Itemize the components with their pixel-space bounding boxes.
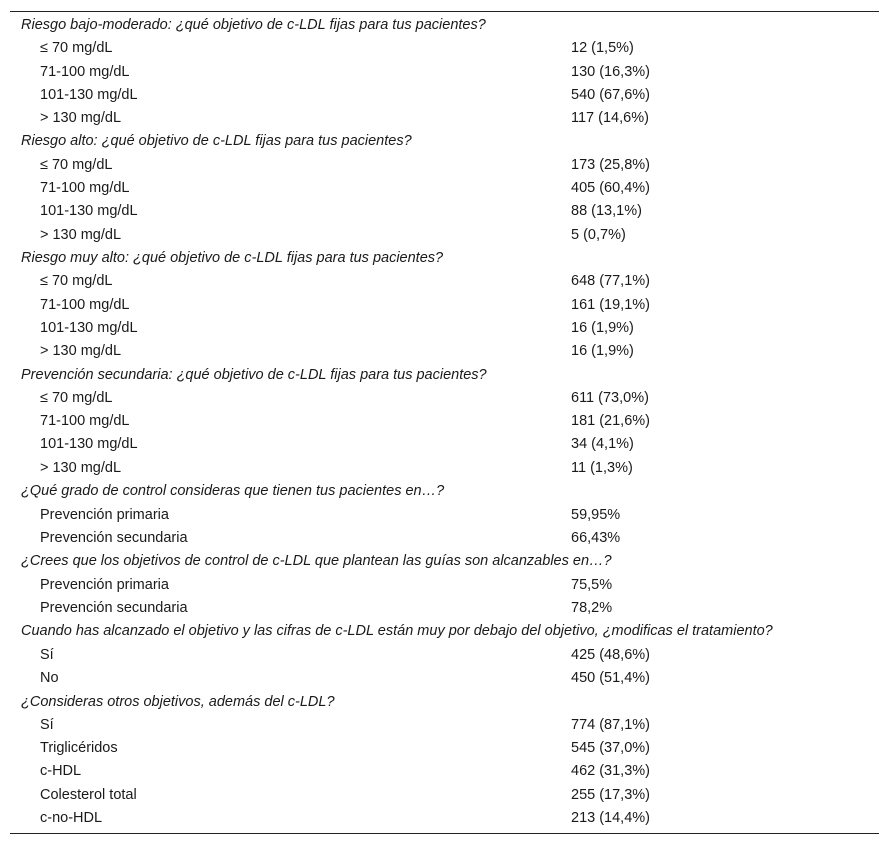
table-row: [10, 316, 879, 339]
answer-value: 774 (87,1%): [571, 717, 650, 734]
answer-label: 101-130 mg/dL: [40, 86, 138, 103]
table-row: [10, 153, 879, 176]
answer-label: c-HDL: [40, 763, 82, 780]
table-row: [10, 223, 879, 246]
answer-value: 59,95%: [571, 506, 621, 523]
table-row: [10, 783, 879, 806]
table-row: [10, 456, 879, 479]
table-row: [10, 410, 879, 433]
answer-label: 71-100 mg/dL: [40, 63, 130, 80]
answer-value: 450 (51,4%): [571, 670, 650, 687]
answer-value: 78,2%: [571, 599, 613, 616]
answer-value: 648 (77,1%): [571, 273, 650, 290]
answer-value: 117 (14,6%): [571, 109, 649, 126]
answer-value: 405 (60,4%): [571, 180, 650, 197]
section-question: [10, 13, 879, 37]
answer-label: > 130 mg/dL: [40, 459, 122, 476]
answer-label: ≤ 70 mg/dL: [40, 390, 113, 407]
table-row: [10, 106, 879, 129]
answer-value: 75,5%: [571, 576, 613, 593]
question-text: ¿Qué grado de control consideras que tienen tus pacientes en…?: [21, 483, 445, 500]
table-row: [10, 60, 879, 83]
answer-label: > 130 mg/dL: [40, 226, 122, 243]
table-row: [10, 83, 879, 106]
answer-value: 12 (1,5%): [571, 40, 634, 57]
question-text: Riesgo alto: ¿qué objetivo de c-LDL fijas para tus pacientes?: [21, 133, 412, 150]
answer-label: ≤ 70 mg/dL: [40, 156, 113, 173]
survey-table: [10, 11, 879, 834]
question-text: Riesgo bajo-moderado: ¿qué objetivo de c-LDL fijas para tus pacientes?: [21, 16, 486, 33]
table-row: [10, 643, 879, 666]
answer-label: c-no-HDL: [40, 809, 103, 826]
section-question: [10, 549, 879, 573]
answer-value: 88 (13,1%): [571, 203, 642, 220]
answer-value: 213 (14,4%): [571, 809, 650, 826]
table-row: [10, 667, 879, 690]
answer-label: ≤ 70 mg/dL: [40, 273, 113, 290]
table-row: [10, 526, 879, 549]
answer-label: 71-100 mg/dL: [40, 413, 130, 430]
answer-label: 71-100 mg/dL: [40, 296, 130, 313]
table-row: [10, 760, 879, 783]
answer-value: 545 (37,0%): [571, 740, 650, 757]
answer-value: 16 (1,9%): [571, 319, 634, 336]
answer-label: 71-100 mg/dL: [40, 180, 130, 197]
table-row: [10, 737, 879, 760]
table-row: [10, 37, 879, 60]
answer-value: 5 (0,7%): [571, 226, 626, 243]
answer-value: 16 (1,9%): [571, 343, 634, 360]
section-question: [10, 246, 879, 270]
answer-label: > 130 mg/dL: [40, 343, 122, 360]
table-row: [10, 200, 879, 223]
answer-value: 34 (4,1%): [571, 436, 634, 453]
section-question: [10, 620, 879, 644]
answer-label: No: [40, 670, 59, 687]
answer-value: 611 (73,0%): [571, 390, 649, 407]
answer-label: 101-130 mg/dL: [40, 203, 138, 220]
question-text: ¿Crees que los objetivos de control de c-LDL que plantean las guías son alcanzables en…?: [21, 553, 612, 570]
answer-value: 181 (21,6%): [571, 413, 650, 430]
answer-label: Prevención primaria: [40, 576, 169, 593]
answer-value: 173 (25,8%): [571, 156, 650, 173]
table-row: [10, 714, 879, 737]
answer-label: 101-130 mg/dL: [40, 436, 138, 453]
table-row: [10, 806, 879, 829]
answer-label: Sí: [40, 646, 54, 663]
section-question: [10, 130, 879, 154]
table-row: [10, 503, 879, 526]
answer-label: ≤ 70 mg/dL: [40, 40, 113, 57]
section-question: [10, 363, 879, 387]
table-row: [10, 270, 879, 293]
answer-label: Prevención secundaria: [40, 599, 188, 616]
table-row: [10, 386, 879, 409]
answer-value: 255 (17,3%): [571, 786, 650, 803]
answer-value: 540 (67,6%): [571, 86, 650, 103]
table-row: [10, 596, 879, 619]
question-text: ¿Consideras otros objetivos, además del c-LDL?: [21, 693, 335, 710]
answer-label: Triglicéridos: [40, 740, 118, 757]
section-question: [10, 479, 879, 503]
answer-label: Sí: [40, 717, 54, 734]
answer-label: > 130 mg/dL: [40, 109, 122, 126]
answer-label: Colesterol total: [40, 786, 137, 803]
table-row: [10, 293, 879, 316]
table-row: [10, 177, 879, 200]
answer-value: 66,43%: [571, 529, 621, 546]
answer-value: 425 (48,6%): [571, 646, 650, 663]
answer-value: 462 (31,3%): [571, 763, 650, 780]
table-row: [10, 339, 879, 362]
answer-label: 101-130 mg/dL: [40, 319, 138, 336]
question-text: Riesgo muy alto: ¿qué objetivo de c-LDL fijas para tus pacientes?: [21, 249, 444, 266]
question-text: Prevención secundaria: ¿qué objetivo de c-LDL fijas para tus pacientes?: [21, 366, 487, 383]
table-row: [10, 433, 879, 456]
answer-label: Prevención secundaria: [40, 529, 188, 546]
table-row: [10, 573, 879, 596]
answer-value: 161 (19,1%): [571, 296, 650, 313]
answer-label: Prevención primaria: [40, 506, 169, 523]
question-text: Cuando has alcanzado el objetivo y las cifras de c-LDL están muy por debajo del objetivo, ¿modificas el tratamiento?: [21, 623, 773, 640]
answer-value: 130 (16,3%): [571, 63, 650, 80]
answer-value: 11 (1,3%): [571, 459, 633, 476]
section-question: [10, 690, 879, 714]
